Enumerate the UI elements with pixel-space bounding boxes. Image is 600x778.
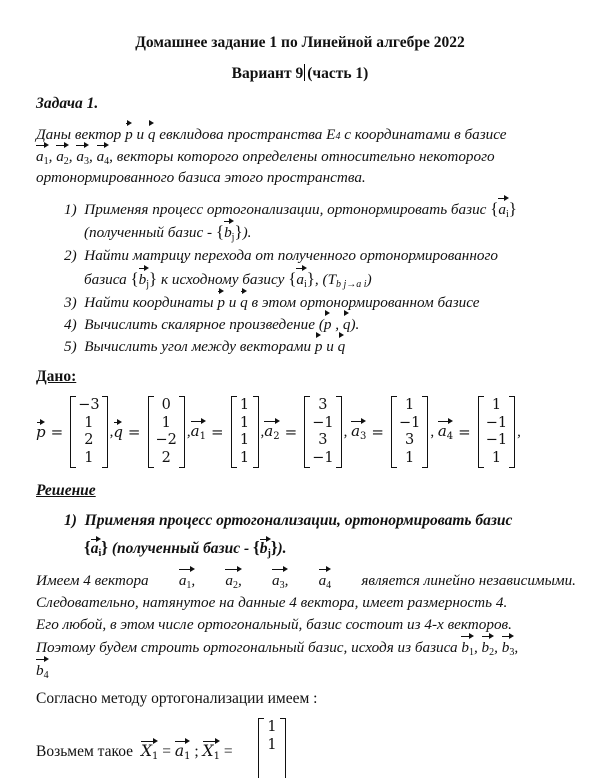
matrix-a4: 1 −1 −1 1: [478, 396, 515, 468]
matrix-a2: 3 −1 3 −1: [304, 396, 341, 468]
given-heading: Дано:: [36, 368, 77, 385]
solution-para-line-2: Следовательно, натянутое на данные 4 вектора, имеет размерность 4.: [36, 594, 508, 611]
text-cursor: [304, 64, 305, 81]
task-item-2: 2) Найти матрицу перехода от полученного ортонормированного: [64, 247, 498, 264]
document-subtitle: [0, 64, 600, 83]
vector-a2: $a_2$: [56, 146, 69, 172]
matrix-a3: 1 −1 3 1: [391, 396, 428, 468]
task-item-1-cont: (полученный базис - { $b_j$}).: [84, 221, 251, 248]
part-label: (часть 1): [307, 65, 369, 82]
vector-a1-label: $a_1$: [191, 422, 206, 442]
document-title: Домашнее задание 1 по Линейной алгебре 2022: [135, 34, 465, 51]
matrix-a1: 1 1 1 1: [231, 396, 259, 468]
task-intro-line-2: $a_1$, $a_2$, $a_3$, $a_4$, векторы которого определены относительно некоторого: [36, 146, 495, 172]
task-intro-line-1: Даны вектор p и q евклидова пространства E4 с координатами в базисе: [36, 124, 507, 147]
vector-a2-label: $a_2$: [264, 422, 279, 442]
solution-para-line-4: Поэтому будем строить ортогональный базис, исходя из базиса $b_1$, $b_2$, $b_3$,: [36, 637, 518, 663]
vector-p-label: p: [36, 423, 46, 441]
task-item-5: 5) Вычислить угол между векторами p и q: [64, 336, 345, 357]
vector-a3: $a_3$: [76, 146, 89, 172]
given-vectors: p = −3 1 2 1 , q = 0 1 −2 2 , $a_1$ = 1 1 1 1 , $a_2$ = 3 −1 3 −1 , $a_3$ = 1 −1 3 1 , $a_4$ = 1 −1 −1 1 ,: [36, 396, 521, 468]
vector-a3-label: $a_3$: [351, 422, 366, 442]
task-item-1: 1) Применяя процесс ортогонализации, ортонормировать базис { $a_i$}: [64, 198, 517, 225]
variant-label: Вариант 9: [231, 65, 304, 82]
task-item-4: 4) Вычислить скалярное произведение ( p , q).: [64, 314, 359, 335]
vector-q: q: [148, 124, 156, 145]
solution-step-1: 1) Применяя процесс ортогонализации, ортонормировать базис: [64, 512, 513, 529]
task-item-3: 3) Найти координаты p и q в этом ортонормированном базисе: [64, 292, 480, 313]
task-heading: Задача 1.: [36, 95, 99, 112]
method-line: Согласно методу ортогонализации имеем :: [36, 690, 318, 707]
solution-para-line-3: Его любой, в этом числе ортогональный, базис состоит из 4-х векторов.: [36, 616, 512, 633]
vector-a4-label: $a_4$: [438, 422, 453, 442]
vector-q-label: q: [113, 423, 123, 441]
task-item-2-cont: базиса { $b_j$} к исходному базису { $a_i$}, $(T_{b j\to a i})$: [84, 268, 372, 295]
matrix-p: −3 1 2 1: [70, 396, 107, 468]
solution-para-line-5: $b_4$: [36, 660, 49, 686]
matrix-x1: 1 1: [256, 718, 288, 778]
vector-a4: $a_4$: [97, 146, 110, 172]
task-intro-line-3: ортонормированного базиса этого пространства.: [36, 169, 366, 186]
solution-para-line-1: Имеем 4 вектора $a_1$, $a_2$, $a_3$, $a_4$ является линейно независимыми.: [36, 570, 576, 596]
solution-heading: Решение: [36, 482, 96, 499]
matrix-q: 0 1 −2 2: [148, 396, 185, 468]
solution-step-1-cont: { $a_i$} (полученный базис - { $b_j$}).: [84, 538, 287, 559]
vector-p: p: [125, 124, 133, 145]
vector-a1: $a_1$: [36, 146, 49, 172]
take-line: Возьмем такое $X_1$ = $a_1$ ; $X_1$ =: [36, 742, 233, 762]
